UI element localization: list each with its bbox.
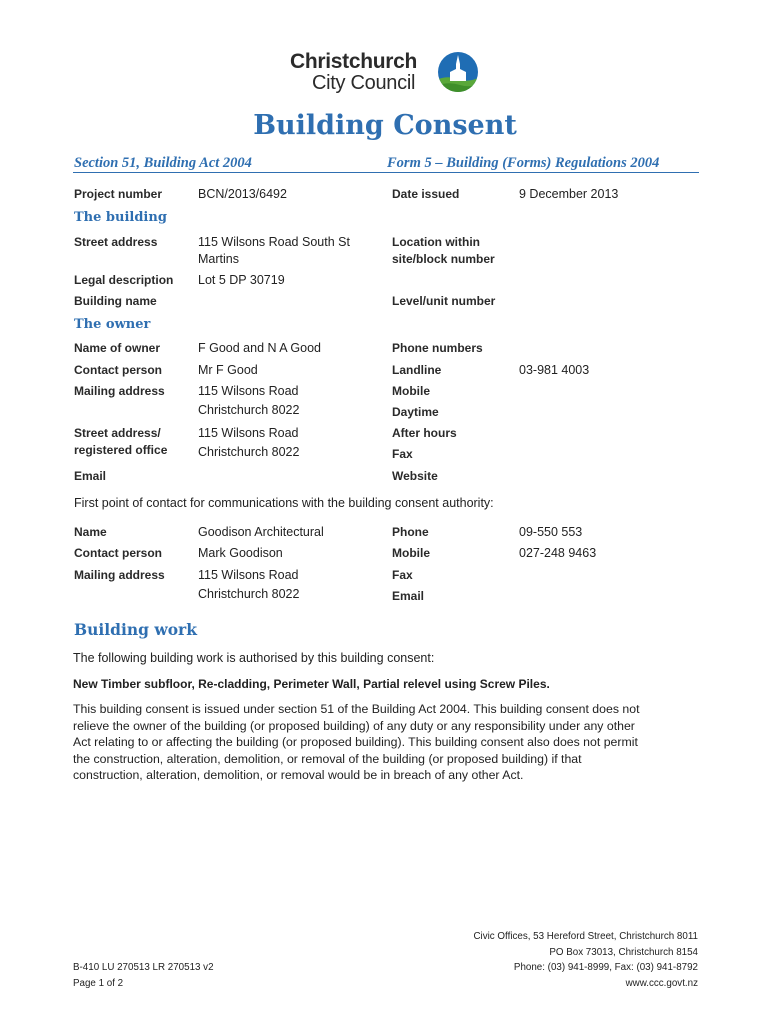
date-issued-label: Date issued bbox=[392, 187, 460, 201]
contact-mailing-line2: Christchurch 8022 bbox=[198, 587, 300, 601]
owner-street-line2: Christchurch 8022 bbox=[198, 445, 300, 459]
paragraph-line: the construction, alteration, demolition, or removal of the building (or proposed building) if that bbox=[73, 751, 582, 766]
fax-label: Fax bbox=[392, 447, 413, 461]
contact-mailing-label: Mailing address bbox=[74, 568, 165, 582]
daytime-label: Daytime bbox=[392, 405, 439, 419]
phone-numbers-label: Phone numbers bbox=[392, 341, 483, 355]
logo-text-line1: Christchurch bbox=[290, 50, 418, 73]
owner-street-line1: 115 Wilsons Road bbox=[198, 426, 299, 440]
contact-fax-label: Fax bbox=[392, 568, 413, 582]
building-work-heading: Building work bbox=[74, 620, 197, 639]
paragraph-line: This building consent is issued under section 51 of the Building Act 2004. This building consent does not bbox=[73, 702, 640, 716]
form-code: B-410 LU 270513 LR 270513 v2 bbox=[73, 962, 214, 973]
footer-address: Civic Offices, 53 Hereford Street, Christchurch 8011 bbox=[473, 931, 698, 942]
legal-description-label: Legal description bbox=[74, 273, 174, 287]
contact-person-value: Mark Goodison bbox=[198, 546, 283, 560]
street-address-line2: Martins bbox=[198, 252, 239, 266]
contact-name-label: Name bbox=[74, 525, 107, 539]
building-work-description: New Timber subfloor, Re-cladding, Perimeter Wall, Partial relevel using Screw Piles. bbox=[73, 677, 550, 691]
mobile-label: Mobile bbox=[392, 384, 430, 398]
footer-po-box: PO Box 73013, Christchurch 8154 bbox=[549, 946, 698, 958]
street-address-label: Street address bbox=[74, 235, 158, 249]
footer-left bbox=[73, 960, 214, 991]
contact-name-value: Goodison Architectural bbox=[198, 525, 324, 539]
document-title: Building Consent bbox=[253, 110, 517, 141]
landline-value: 03-981 4003 bbox=[519, 363, 590, 377]
landline-label: Landline bbox=[392, 363, 442, 377]
council-logo bbox=[290, 48, 490, 98]
section-reference: Section 51, Building Act 2004 bbox=[74, 155, 252, 171]
footer-website: www.ccc.govt.nz bbox=[625, 977, 698, 989]
contact-mobile-label: Mobile bbox=[392, 546, 430, 560]
footer-phone: Phone: (03) 941-8999, Fax: (03) 941-8792 bbox=[513, 962, 698, 973]
owner-name-value: F Good and N A Good bbox=[198, 341, 321, 355]
project-number-label: Project number bbox=[74, 187, 163, 201]
after-hours-label: After hours bbox=[392, 426, 457, 440]
building-work-intro: The following building work is authorised by this building consent: bbox=[73, 651, 435, 665]
location-label-line1: Location within bbox=[392, 235, 480, 249]
street-address-line1: 115 Wilsons Road South St bbox=[198, 235, 350, 249]
legal-description-value: Lot 5 DP 30719 bbox=[198, 273, 285, 287]
owner-contact-value: Mr F Good bbox=[198, 363, 258, 377]
owner-heading: The owner bbox=[74, 317, 151, 332]
contact-person-label: Contact person bbox=[74, 546, 163, 560]
owner-mailing-line2: Christchurch 8022 bbox=[198, 403, 300, 417]
website-label: Website bbox=[392, 469, 438, 483]
owner-email-label: Email bbox=[74, 469, 107, 483]
consent-conditions-paragraph bbox=[73, 701, 693, 784]
contact-mobile-value: 027-248 9463 bbox=[519, 546, 597, 560]
contact-phone-value: 09-550 553 bbox=[519, 525, 583, 539]
contact-mailing-line1: 115 Wilsons Road bbox=[198, 568, 299, 582]
contact-intro: First point of contact for communications with the building consent authority: bbox=[74, 496, 494, 510]
paragraph-line: relieve the owner of the building (or proposed building) of any duty or any responsibility under any other bbox=[73, 718, 635, 733]
level-unit-label: Level/unit number bbox=[392, 294, 496, 308]
owner-street-label-line2: registered office bbox=[74, 443, 168, 457]
building-name-label: Building name bbox=[74, 294, 157, 308]
location-label-line2: site/block number bbox=[392, 252, 495, 266]
owner-contact-label: Contact person bbox=[74, 363, 163, 377]
cathedral-emblem-icon bbox=[436, 50, 480, 94]
date-issued-value: 9 December 2013 bbox=[519, 187, 619, 201]
owner-name-label: Name of owner bbox=[74, 341, 161, 355]
footer-right bbox=[473, 929, 698, 991]
paragraph-line: Act relating to or affecting the building (or proposed building). This building consent also does not permit bbox=[73, 735, 638, 749]
paragraph-line: construction, alteration, demolition, or removal would be in breach of any other Act. bbox=[73, 768, 524, 782]
owner-street-label-line1: Street address/ bbox=[74, 426, 161, 440]
form-reference: Form 5 – Building (Forms) Regulations 2004 bbox=[387, 155, 660, 171]
contact-phone-label: Phone bbox=[392, 525, 429, 539]
project-number-value: BCN/2013/6492 bbox=[198, 187, 287, 201]
contact-email-label: Email bbox=[392, 589, 425, 603]
owner-mailing-label: Mailing address bbox=[74, 384, 165, 398]
owner-mailing-line1: 115 Wilsons Road bbox=[198, 384, 299, 398]
building-heading: The building bbox=[74, 210, 167, 225]
header-divider bbox=[73, 172, 699, 173]
logo-text-line2: City Council bbox=[312, 72, 416, 94]
page-number: Page 1 of 2 bbox=[73, 977, 124, 989]
